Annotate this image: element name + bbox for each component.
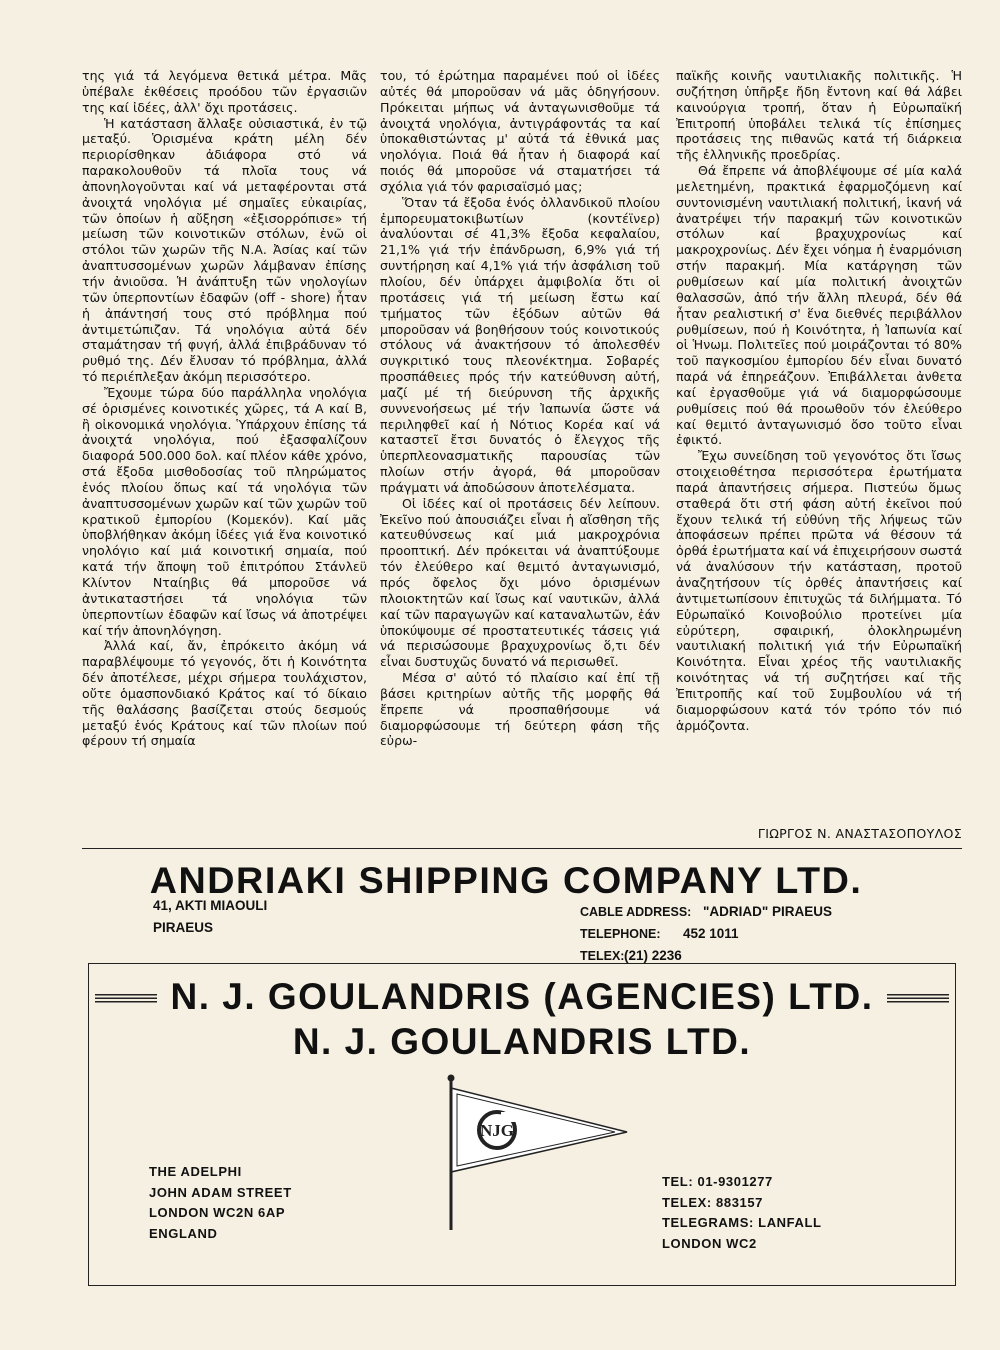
goulandris-address xyxy=(149,1162,292,1244)
logo-monogram: NJG xyxy=(480,1121,514,1140)
divider xyxy=(82,848,962,849)
article-column-3 xyxy=(676,68,962,733)
paragraph: Ὅταν τά ἔξοδα ἑνός ὀλλανδικοῦ πλοίου ἐμπορευματοκιβωτίων (κοντέϊνερ) ἀναλύονται σέ 41,3% ἔξοδα κεφαλαίου, 21,1% γιά τήν ἐπάνδρωση, 6,9% γιά τή συντήρηση καί 4,1% γιά τήν ἀσφάλιση τοῦ πλοίου, δέν ὑπάρχει ἀμφιβολία ὅτι οἱ προτάσεις γιά τή μείωση ἔστω καί τμήματος τῶν ἐξόδων αὐτῶν θά μποροῦσαν νά βοηθήσουν τούς κοινοτικούς στόλους νά ἀνακτήσουν τό ἀπολεσθέν συγκριτικό τους πλεονέκτημα. Σοβαρές προσπάθειες πρός τήν κατεύθυνση αὐτή, μαζί μέ τή διεύρυνση τῆς ἀρχικῆς συννενοήσεως μέ τήν Ἰαπωνία ὥστε νά περιληφθεῖ καί ἡ Νότιος Κορέα καί νά καταστεῖ ἔτσι δυνατός ὁ ἔλεγχος τῆς ὑπερπλεονασματικῆς παρουσίας τῶν πλοίων στήν ἀγορά, θά μποροῦσαν πράγματι νά ἀποδώσουν ἀποτελέσματα. xyxy=(380,194,660,495)
flagpole-finial xyxy=(448,1075,455,1082)
ad-goulandris xyxy=(88,963,956,1286)
andriaki-address-line2: PIRAEUS xyxy=(153,920,214,935)
article-column-2 xyxy=(380,68,660,749)
article-column-1 xyxy=(82,68,367,749)
andriaki-cable-value: "ADRIAD" PIRAEUS xyxy=(703,904,833,919)
paragraph: της γιά τά λεγόμενα θετικά μέτρα. Μᾶς ὑπέβαλε ἐκθέσεις προόδου τῶν ἐργασιῶν της καί ἰδέες, ἀλλ' ὄχι προτάσεις. xyxy=(82,68,367,115)
address-line: THE ADELPHI xyxy=(149,1164,242,1179)
paragraph: Θά ἔπρεπε νά ἀποβλέψουμε σέ μία καλά μελετημένη, πρακτικά ἐφαρμοζόμενη καί συντονισμένη ναυτιλιακή πολιτική, ἱκανή νά ἀνατρέψει τήν παρακμή τῶν κοινοτικῶν στόλων καί βραχυχρονίως καί μακροχρονίως. Δέν ἔχει νόημα ἡ ἐναρμόνιση στήν παρακμή. Μία κατάργηση τῶν ρυθμίσεων καί μία πολιτική ἀνοιχτῶν θαλασσῶν, ἀπό τήν ἄλλη πλευρά, δέν θά ἦταν ρεαλιστική σ' ἕνα διεθνές περιβάλλον ρυθμίσεων, πού ἡ Κοινότητα, ἡ Ἰαπωνία καί οἱ Ἡνωμ. Πολιτεῖες πού μοιράζονται τό 80% τοῦ παγκοσμίου ἐμπορίου δέν εἶναι δυνατό παρά νά ἐπηρεάζουν. Ἐπιβάλλεται ἀνθετα καί ἐργασθοῦμε γιά νά διαμορφώσουμε ρυθμίσεις πού θά προωθοῦν τόν ἐλεύθερο καί θεμιτό ἀνταγωνισμό ὅσο τοῦτο εἶναι ἐφικτό. xyxy=(676,163,962,448)
goulandris-contacts xyxy=(662,1172,822,1254)
address-line: JOHN ADAM STREET xyxy=(149,1184,292,1200)
goulandris-agencies-name: N. J. GOULANDRIS (AGENCIES) LTD. xyxy=(170,976,874,1017)
paragraph: Ἔχω συνείδηση τοῦ γεγονότος ὅτι ἴσως στοιχειοθέτησα περισσότερα ἐρωτήματα παρά ἀπαντήσεις σήμερα. Πιστεύω ὅμως σταθερά ὅτι στή φάση αὐτή ἐκεῖνοι πού ἔχουν τελικά τή εὐθύνη τῆς λήψεως τῶν ἀποφάσεων πρέπει πρῶτα νά θέσουν τά ὀρθά ἐρωτήματα καί νά ἐπιχειρήσουν σωστά νά ἀναλύσουν τήν κατάσταση, προτοῦ ἀναζητήσουν τίς ὀρθές ἀπαντήσεις καί ἀντιμετωπίσουν ἐπιτυχῶς τά διλήμματα. Τό Εὐρωπαϊκό Κοινοβούλιο προτείνει μία εὐρύτερη, σφαιρική, ὁλοκληρωμένη ναυτιλιακή πολιτική γιά τήν Εὐρωπαϊκή Κοινότητα. Εἶναι χρέος τῆς ναυτιλιακῆς κοινότητας νά τή συζητήσει καί τῆς Ἐπιτροπῆς καί τοῦ Συμβουλίου νά τή διαμορφώσουν κατά τόν τρόπο τόν πιό ἁρμόζοντα. xyxy=(676,448,962,733)
andriaki-telephone-value: 452 1011 xyxy=(683,926,739,941)
address-line: LONDON WC2N 6AP xyxy=(149,1205,286,1220)
andriaki-telex-label: TELEX: xyxy=(580,949,625,963)
contact-telex: TELEX: 883157 xyxy=(662,1194,764,1210)
andriaki-telephone-label: TELEPHONE: xyxy=(580,927,661,941)
contact-tel: TEL: 01-9301277 xyxy=(662,1174,773,1189)
andriaki-telex-value: (21) 2236 xyxy=(624,948,682,963)
andriaki-address-line1: 41, AKTI MIAOULI xyxy=(153,898,268,913)
paragraph: Μέσα σ' αὐτό τό πλαίσιο καί ἐπί τῇ βάσει κριτηρίων αὐτῆς τῆς μορφῆς θά ἔπρεπε νά προσπαθήσουμε νά διαμορφώσουμε τή δεύτερη φάση τῆς εὐρω- xyxy=(380,670,660,749)
author-signature: ΓΙΩΡΓΟΣ Ν. ΑΝΑΣΤΑΣΟΠΟΥΛΟΣ xyxy=(757,826,962,841)
contact-city: LONDON WC2 xyxy=(662,1235,757,1251)
contact-telegrams: TELEGRAMS: LANFALL xyxy=(662,1215,822,1230)
paragraph: Ἡ κατάσταση ἄλλαξε οὐσιαστικά, ἐν τῷ μεταξύ. Ὁρισμένα κράτη μέλη δέν περιορίσθηκαν ἀδιάφορα στό νά παρακολουθοῦν τά πλοῖα τους νά ἀπονηλογοῦνται καί νά μεταφέρονται στά ἀνοιχτά νηολόγια μέ σημαῖες εὐκαιρίας, τῶν ὁποίων ἡ αὔξηση «ἐξισορρόπισε» τή μείωση τῶν κοινοτικῶν στόλων, ἐνῶ οἱ στόλοι τῶν χωρῶν τῆς Ν.Α. Ἀσίας καί τῶν ἀναπτυσσομένων χωρῶν λάμβαναν ἐπίσης τήν ἀνιοῦσα. Ἡ ἀνάπτυξη τῶν νηολογίων τῶν ὑπερποντίων ἐδαφῶν (off - shore) ἦταν ἡ ἀπάντησή τους στό πρόβλημα πού ἀντιμετώπιζαν. Τά νηολόγια αὐτά δέν σταμάτησαν τή φυγή, ἀλλά ἐπιβράδυναν τό ρυθμό της. Δέν ἔλυσαν τό πρόβλημα, ἀλλά τό περιέπλεξαν ἀκόμη περισσότερο. xyxy=(82,115,367,385)
paragraph: Οἱ ἰδέες καί οἱ προτάσεις δέν λείπουν. Ἐκεῖνο πού ἀπουσιάζει εἶναι ἡ αἴσθηση τῆς κατευθύνσεως καί μιά μακροχρόνια προοπτική. Δέν πρόκειται νά ἀναπτύξουμε τόν ἐλεύθερο καί θεμιτό ἀνταγωνισμό, πρός ὄφελος ὄχι μόνο ὁρισμένων πλοιοκτητῶν καί ἴσως καί ναυτικῶν, ἀλλά καί τῶν παραγωγῶν καί καταναλωτῶν, ἐάν ὑποκύψουμε σέ προστατευτικές τάσεις γιά νά περισώσουμε βραχυχρονίως ὅ,τι δέν εἶναι δυστυχῶς δυνατό νά περισωθεῖ. xyxy=(380,495,660,670)
goulandris-ltd-name: N. J. GOULANDRIS LTD. xyxy=(292,1021,752,1062)
andriaki-cable-label: CABLE ADDRESS: xyxy=(580,905,692,919)
address-line: ENGLAND xyxy=(149,1225,218,1241)
andriaki-company-name: ANDRIAKI SHIPPING COMPANY LTD. xyxy=(149,860,863,901)
pennant-flag-logo xyxy=(439,1072,629,1232)
paragraph: παϊκῆς κοινῆς ναυτιλιακῆς πολιτικῆς. Ἡ συζήτηση ὑπῆρξε ἤδη ἔντονη καί θά λάβει καινούργια τροπή, ὅταν ἡ Εὐρωπαϊκή Ἐπιτροπή ὑποβάλει τελικά τίς ἐπίσημες προτάσεις της πιθανῶς κατά τή διάρκεια τῆς ἑλληνικῆς προεδρίας. xyxy=(676,68,962,163)
paragraph: Ἔχουμε τώρα δύο παράλληλα νηολόγια σέ ὁρισμένες κοινοτικές χῶρες, τά Α καί Β, ἢ οἰκονομικά νηολόγια. Ὑπάρχουν ἐπίσης τά ἀνοιχτά νηολόγια, πού ἐξασφαλίζουν διαφορά 500.000 δολ. καί πλέον κάθε χρόνο, στά ἔξοδα μισθοδοσίας τοῦ πληρώματος ἑνός πλοίου ὅπως καί τά νηολόγια τῶν ἀναπτυσσομένων χωρῶν καί τῶν χωρῶν τοῦ κρατικοῦ ἐμπορίου (Κομεκόν). Καί μᾶς ὑποβλήθηκαν ἀκόμη ἰδέες γιά ἕνα κοινοτικό νηολόγιο καί μιά κοινοτική σημαία, πού κατά τήν ἄποψη τοῦ ἐπιτρόπου Στάνλεϋ Κλίντον Νταίηβις θά μποροῦσε νά ἀντικαταστήσει τά νηολόγια τῶν ὑπερποντίων ἐδαφῶν καί ἴσως νά ἀποτρέψει καί τήν ἀπονηλόγηση. xyxy=(82,384,367,638)
paragraph: Ἀλλά καί, ἄν, ἐπρόκειτο ἀκόμη νά παραβλέψουμε τό γεγονός, ὅτι ἡ Κοινότητα δέν ἀποτέλεσε, μέχρι σήμερα τουλάχιστον, οὔτε ὁμασπονδιακό Κράτος καί τό δίκαιο τῆς θαλάσσης βασίζεται στούς δεσμούς μεταξύ ἑνός Κράτους καί τῶν πλοίων πού φέρουν τή σημαία xyxy=(82,638,367,749)
paragraph: του, τό ἐρώτημα παραμένει πού οἱ ἰδέες αὐτές θά μποροῦσαν νά μᾶς ὁδηγήσουν. Πρόκειται μήπως νά ἀνταγωνισθοῦμε τά ἀνοιχτά νηολόγια, ἀντιγράφοντάς τα καί ὑποκαθιστώντας μ' αὐτά τά ἐθνικά μας νηολόγια. Ποιά θά ἦταν ἡ διαφορά καί ποιός θά μποροῦσε νά σταματήσει τά σχόλια γιά τόν φαρισαϊσμό μας; xyxy=(380,68,660,194)
